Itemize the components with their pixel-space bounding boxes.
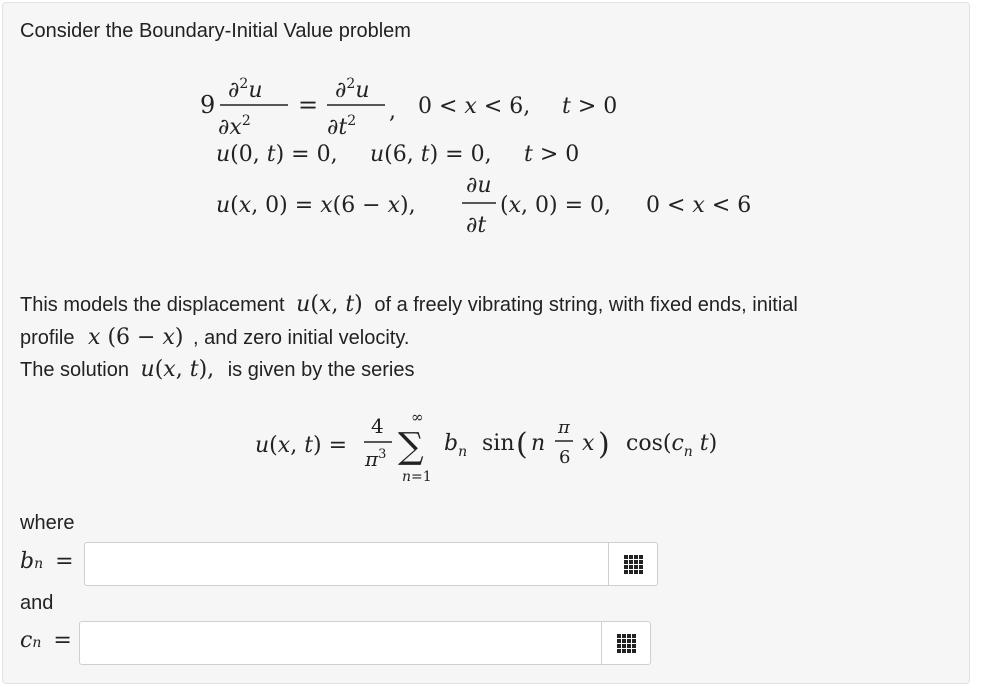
svg-text:∂u: ∂u [466, 173, 492, 198]
inline-math-profile: x (6 − x) [88, 325, 184, 350]
series-formula [0, 400, 996, 500]
svg-text:4: 4 [371, 414, 384, 438]
svg-text:sin: sin [482, 431, 515, 456]
svg-text:∞: ∞ [411, 408, 424, 426]
where-label: where [20, 512, 75, 534]
svg-text:=: = [298, 91, 319, 119]
svg-text:u(x, 0) = x(6 − x),: u(x, 0) = x(6 − x), [216, 193, 416, 218]
cn-label: cn = [20, 628, 72, 653]
svg-text:∂2u: ∂$^2$u [335, 76, 370, 103]
and-label: and [20, 592, 54, 614]
svg-text:∂2u: ∂$^2$u [228, 76, 263, 103]
para2-end: , and zero initial velocity. [193, 327, 410, 349]
paragraph-line-2 [20, 325, 409, 350]
svg-text:u(0, t) = 0,: u(0, t) = 0, [216, 142, 338, 167]
bn-matrix-button[interactable] [608, 543, 656, 585]
cn-matrix-button[interactable] [601, 622, 649, 664]
para1-end: of a freely vibrating string, with fixed ends, initial [374, 294, 798, 316]
svg-text:(: ( [516, 427, 528, 462]
cn-input[interactable] [79, 621, 651, 665]
svg-text:∂t: ∂t [466, 213, 487, 238]
svg-text:t > 0: t > 0 [524, 142, 580, 167]
svg-text:6: 6 [559, 447, 571, 468]
svg-text:(x, 0) = 0,: (x, 0) = 0, [500, 193, 611, 218]
svg-text:): ) [598, 427, 610, 462]
svg-text:n=1: n=1 [402, 469, 432, 485]
svg-text:bn: $b_n$ [444, 431, 468, 460]
inline-math-solution: u(x, t), [140, 357, 215, 382]
svg-text:,: , [389, 99, 396, 124]
svg-text:cos(cn t): $\cos(c_n$ t) [626, 431, 718, 460]
para1-start: This models the displacement [20, 294, 285, 316]
svg-text:u(x, t) =: u(x, t) = [255, 433, 348, 458]
paragraph-line-3 [20, 357, 414, 382]
para3-start: The solution [20, 359, 129, 381]
para3-end: is given by the series [227, 359, 415, 381]
svg-text:∂t2: $\partial t^2$ [327, 113, 357, 140]
svg-text:n: n [531, 431, 546, 456]
bn-input[interactable] [84, 542, 658, 586]
grid-icon [624, 555, 642, 573]
grid-icon [617, 634, 635, 652]
pde-system [0, 60, 996, 320]
para2-start: profile [20, 327, 75, 349]
svg-text:∑: ∑ [398, 426, 424, 467]
svg-text:π3: $\pi^3$ [365, 447, 387, 471]
cn-row [79, 621, 651, 667]
svg-text:x: x [582, 431, 595, 456]
bn-label: bn = [20, 549, 74, 574]
svg-text:u(6, t) = 0,: u(6, t) = 0, [370, 142, 492, 167]
inline-math-u: u(x, t) [296, 292, 363, 317]
svg-text:0 < x < 6,: 0 < x < 6, [418, 94, 531, 119]
bn-row [84, 542, 658, 588]
paragraph-line-1 [20, 292, 798, 317]
svg-text:π: π [558, 417, 570, 438]
svg-text:∂x2: $\partial x^2$ [218, 113, 251, 140]
svg-text:9: 9 [200, 91, 216, 119]
intro-text: Consider the Boundary-Initial Value problem [20, 20, 411, 42]
svg-text:0 < x < 6: 0 < x < 6 [646, 193, 752, 218]
svg-text:t > 0: t > 0 [562, 94, 618, 119]
